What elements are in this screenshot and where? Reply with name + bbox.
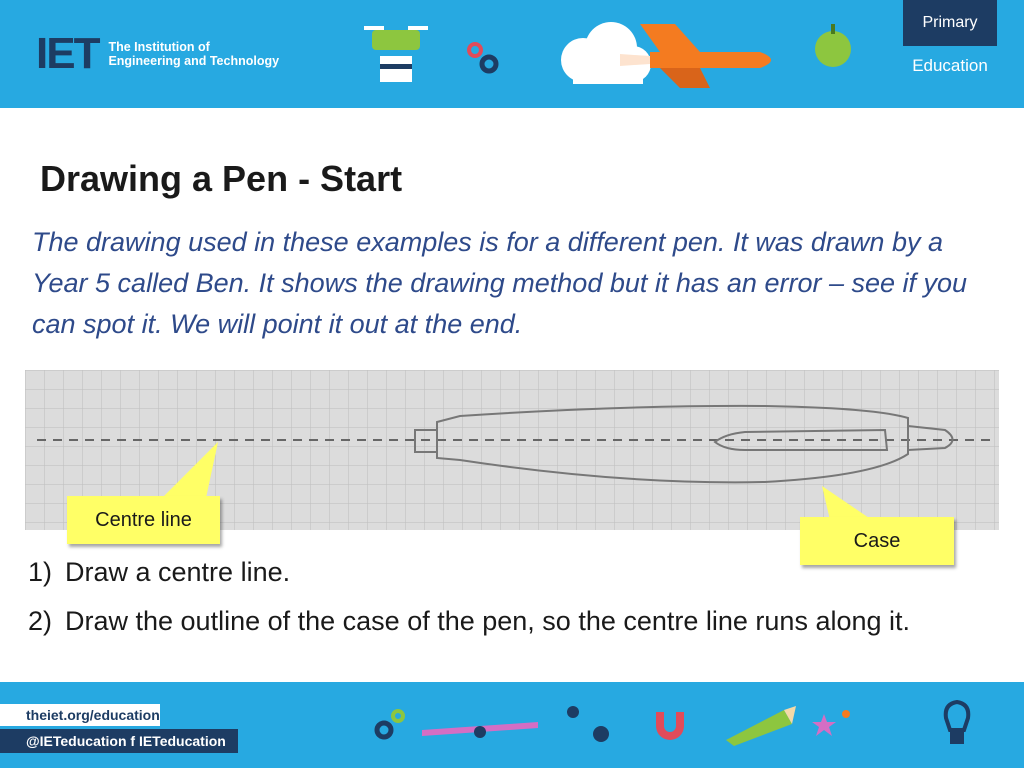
- centre-line-callout: Centre line: [67, 496, 220, 544]
- education-link[interactable]: theiet.org/education: [0, 704, 160, 726]
- page-title: Drawing a Pen - Start: [40, 158, 403, 199]
- step-text: Draw the outline of the case of the pen, so the centre line runs along it.: [65, 606, 911, 636]
- primary-badge: Primary: [903, 0, 997, 46]
- step-number: 2): [28, 606, 53, 636]
- footer-links: [0, 704, 238, 753]
- drone-icon: [360, 18, 432, 88]
- magnet-icon: [650, 706, 690, 746]
- steps-list: [28, 552, 988, 650]
- step-number: 1): [28, 557, 53, 587]
- apple-icon: [812, 22, 854, 68]
- plane-icon: [420, 712, 540, 746]
- list-item: [28, 552, 988, 593]
- iet-logo[interactable]: [36, 29, 280, 78]
- centre-line-callout-pointer: [150, 442, 220, 500]
- star-icon: [812, 708, 852, 742]
- education-label: Education: [912, 56, 988, 75]
- header-banner: [0, 0, 1024, 108]
- gears-icon: [465, 40, 501, 76]
- lightbulb-icon: [942, 700, 972, 750]
- logo-mark: IET: [36, 29, 99, 78]
- gear-icon: [370, 706, 410, 746]
- list-item: [28, 601, 988, 642]
- location-pin-icon: [563, 702, 613, 752]
- pencil-icon: [722, 704, 798, 748]
- case-callout: Case: [800, 517, 954, 565]
- footer-banner: [0, 682, 1024, 768]
- logo-text: The Institution of Engineering and Technology: [108, 40, 280, 68]
- step-text: Draw a centre line.: [65, 557, 291, 587]
- social-links[interactable]: @IETeducation f IETeducation: [0, 729, 238, 753]
- case-callout-pointer: [818, 486, 878, 520]
- space-shuttle-icon: [620, 24, 785, 88]
- intro-paragraph: The drawing used in these examples is for a different pen. It was drawn by a Year 5 called Ben. It shows the drawing method but it has an error – see if you can spot it. We will point it out at the end.: [32, 227, 968, 339]
